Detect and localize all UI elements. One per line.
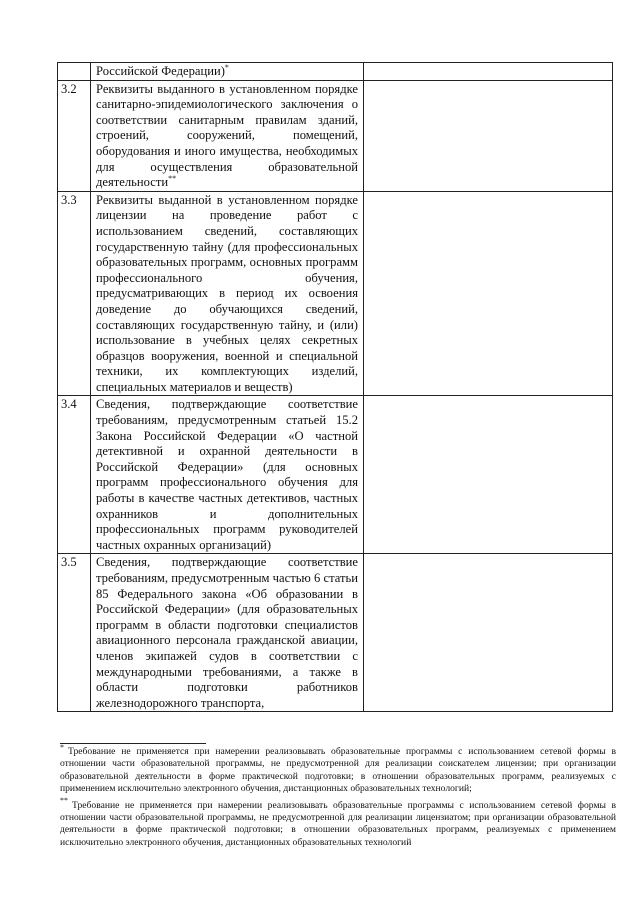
row-text-cell <box>91 63 364 81</box>
row-value-cell <box>364 554 613 712</box>
row-number: 3.3 <box>58 191 91 396</box>
footnote-separator <box>60 743 206 744</box>
footnote-mark: ** <box>168 173 177 183</box>
footnote <box>60 796 616 850</box>
row-text-cell <box>91 554 364 712</box>
row-value-cell <box>364 63 613 81</box>
row-number: 3.4 <box>58 396 91 554</box>
row-value-cell <box>364 191 613 396</box>
footnote-text: Требование не применяется при намерении реализовывать образовательные программы с использованием сетевой формы в отношении части образовательной программы, не предусмотренной для реализации лицензиатом; при организации образовательной деятельности в форме практической подготовки; в отношении образовательных программ, реализуемых с применением исключительно электронного обучения, дистанционных образовательных технологий <box>60 799 616 848</box>
footnote-text: Требование не применяется при намерении реализовывать образовательные программы с использованием сетевой формы в отношении части образовательной программы, не предусмотренной для реализации соискателем лицензии; при организации образовательной деятельности в форме практической подготовки; в отношении образовательных программ, реализуемых с применением исключительно электронного обучения, дистанционных образовательных технологий; <box>60 746 616 795</box>
row-text: Российской Федерации) <box>96 64 225 78</box>
row-value-cell <box>364 80 613 191</box>
footnote <box>60 742 616 796</box>
row-text: Реквизиты выданного в установленном порядке санитарно-эпидемиологического заключения о соответствии санитарным правилам зданий, строений, сооружений, помещений, оборудования и иного имущества, необходимых для осуществления образовательной деятельности <box>96 81 358 190</box>
row-number <box>58 63 91 81</box>
row-value-cell <box>364 396 613 554</box>
footnote-marker: * <box>60 742 64 752</box>
row-text: Сведения, подтверждающие соответствие требованиям, предусмотренным статьей 15.2 Закона Российской Федерации «О частной детективной и охранной деятельности в Российской Федерации» (для основных программ профессионального обучения для работы в качестве частных детективов, частных охранников и дополнительных профессиональных программ руководителей частных охранных организаций) <box>96 397 358 552</box>
table-row <box>58 191 613 396</box>
footnotes <box>60 742 616 853</box>
table-row <box>58 80 613 191</box>
requirements-table <box>57 62 613 712</box>
row-text: Реквизиты выданной в установленном порядке лицензии на проведение работ с использованием сведений, составляющих государственную тайну (для профессиональных образовательных программ, основных программ профессионального обучения, предусматривающих в период их освоения доведение до обучающихся сведений, составляющих государственную тайну, и (или) использование в учебных целях секретных образцов вооружения, военной и специальной техники, их комплектующих изделий, специальных материалов и веществ) <box>96 192 358 394</box>
footnote-mark: * <box>224 62 229 72</box>
row-text-cell <box>91 191 364 396</box>
table-row <box>58 396 613 554</box>
row-text-cell <box>91 396 364 554</box>
row-number: 3.2 <box>58 80 91 191</box>
row-number: 3.5 <box>58 554 91 712</box>
table-row <box>58 63 613 81</box>
table-row <box>58 554 613 712</box>
footnote-marker: ** <box>60 796 68 806</box>
row-text: Сведения, подтверждающие соответствие требованиям, предусмотренным частью 6 статьи 85 Федерального закона «Об образовании в Российской Федерации» (для образовательных программ в области подготовки специалистов авиационного персонала гражданской авиации, членов экипажей судов в соответствии с международными требованиями, а также в области подготовки работников железнодорожного транспорта, <box>96 555 358 710</box>
row-text-cell <box>91 80 364 191</box>
